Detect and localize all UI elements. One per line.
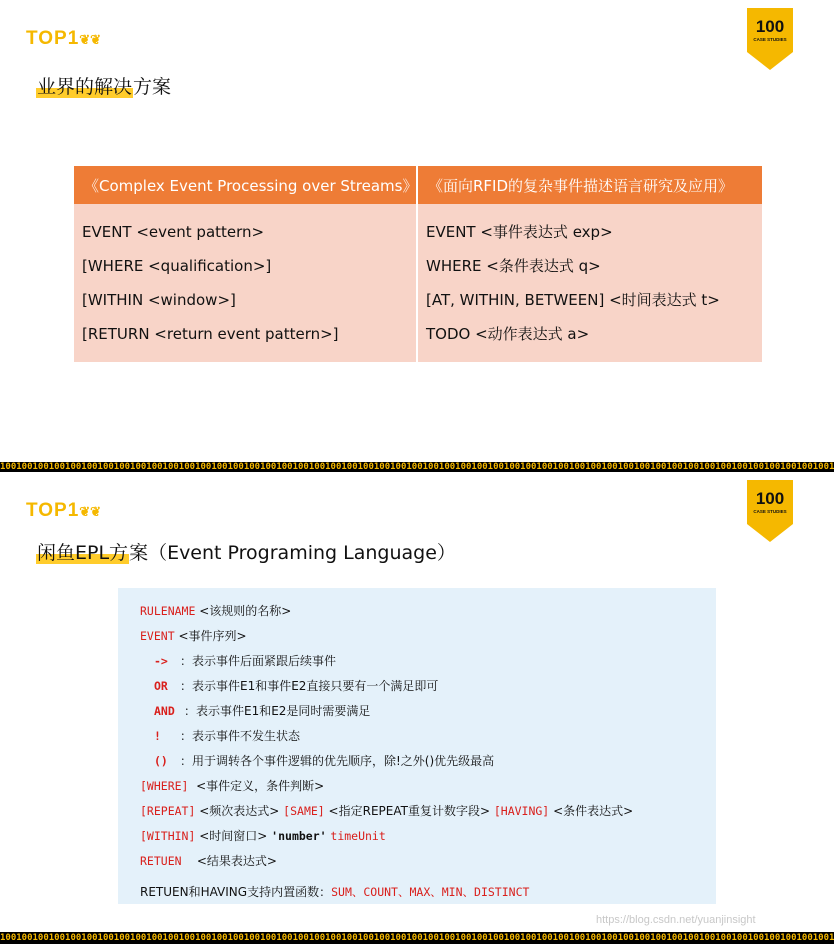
code-line: [WHERE] <事件定义，条件判断> [140,779,325,793]
code-line: RETUEN <结果表达式> [140,854,277,868]
table-cell: [AT, WITHIN, BETWEEN] <时间表达式 t> [426,291,720,309]
code-line: [WITHIN] <时间窗口> 'number' timeUnit [140,829,386,843]
binary-separator: 1001001001001001001001001001001001001001001001001001001001001001001001001001001001001001001001001001001001001001001001001001001001001001001001001001001001 [0,933,834,943]
table-header [74,166,762,204]
code-line: OR ：表示事件E1和事件E2直接只要有一个满足即可 [154,679,439,693]
case-studies-badge [747,480,793,542]
page-title: 业界的解决方案 [37,76,172,98]
header-left: 《Complex Event Processing over Streams》 [74,166,418,204]
code-line: ! ：表示事件不发生状态 [154,729,301,743]
table-cell: EVENT <事件表达式 exp> [426,223,613,241]
table-cell: [WHERE <qualification>] [82,257,272,275]
code-line: EVENT <事件序列> [140,629,247,643]
badge-caption: CASE STUDIES [753,37,787,42]
code-line: AND ：表示事件E1和E2是同时需要满足 [154,704,371,718]
case-studies-badge [747,8,793,70]
table-body [74,204,762,362]
binary-separator: 1001001001001001001001001001001001001001001001001001001001001001001001001001001001001001001001001001001001001001001001001001001001001001001001001001001001 [0,462,834,472]
slide-industry-solutions [0,0,834,462]
top1-logo [26,500,101,522]
slide-epl-solution [0,472,834,932]
code-line: () ：用于调转各个事件逻辑的优先顺序，除!之外()优先级最高 [154,754,495,768]
code-line: [REPEAT] <频次表达式> [SAME] <指定REPEAT重复计数字段> [HAVING] <条件表达式> [140,804,634,818]
badge-number: 100 [755,17,785,36]
watermark: https://blog.csdn.net/yuanjinsight [596,914,756,926]
badge-caption: CASE STUDIES [753,509,787,514]
table-cell: [WITHIN <window>] [82,291,236,309]
logo-flourish-icon: ❦❦ [79,504,102,519]
comparison-table [74,166,762,362]
code-line: RULENAME <该规则的名称> [140,604,292,618]
logo-flourish-icon: ❦❦ [79,32,102,47]
logo-text: TOP1 [26,500,80,521]
header-right: 《面向RFID的复杂事件描述语言研究及应用》 [428,176,734,195]
right-column [418,204,762,362]
code-footer: RETUEN和HAVING支持内置函数：SUM、COUNT、MAX、MIN、DISTINCT [140,885,530,899]
code-line: -> ：表示事件后面紧跟后续事件 [154,654,337,668]
page-title: 闲鱼EPL方案（Event Programing Language） [37,542,456,564]
logo-text: TOP1 [26,28,80,49]
badge-number: 100 [755,489,785,508]
table-cell: EVENT <event pattern> [82,223,265,241]
left-column [74,204,418,362]
epl-syntax-box [118,588,716,904]
top1-logo [26,28,101,50]
table-cell: [RETURN <return event pattern>] [82,325,339,343]
table-cell: WHERE <条件表达式 q> [426,257,601,275]
table-cell: TODO <动作表达式 a> [426,325,590,343]
